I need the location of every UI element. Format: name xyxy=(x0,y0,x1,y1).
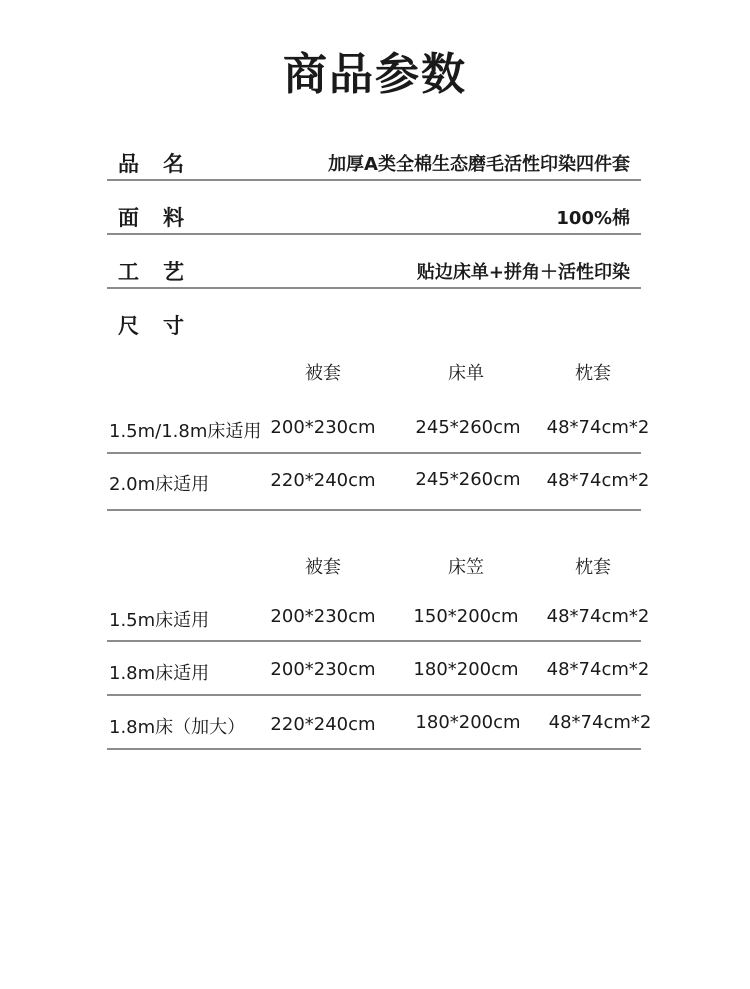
divider xyxy=(107,452,641,454)
divider xyxy=(107,509,641,511)
table2-cell: 48*74cm*2 xyxy=(546,606,650,627)
param-label-size xyxy=(118,310,184,340)
divider xyxy=(107,748,641,750)
table1-cell: 48*74cm*2 xyxy=(546,470,650,491)
table2-cell: 220*240cm xyxy=(270,714,376,735)
table2-cell: 180*200cm xyxy=(413,659,519,680)
table2-header-fitted-sheet: 床笠 xyxy=(448,557,484,578)
param-label-char: 尺 xyxy=(118,314,139,338)
param-value-fabric: 100%棉 xyxy=(556,208,630,229)
table2-cell: 200*230cm xyxy=(270,606,376,627)
divider xyxy=(107,233,641,235)
param-label-char: 面 xyxy=(118,206,139,230)
table2-row-label: 1.5m床适用 xyxy=(109,610,210,631)
divider xyxy=(107,640,641,642)
table2-cell: 48*74cm*2 xyxy=(548,712,652,733)
table2-cell: 200*230cm xyxy=(270,659,376,680)
table1-header-sheet: 床单 xyxy=(448,363,484,384)
table1-header-duvet: 被套 xyxy=(305,363,341,384)
page-title: 商品参数 xyxy=(283,49,467,100)
table2-row-label: 1.8m床（加大） xyxy=(109,717,246,738)
table2-row-label: 1.8m床适用 xyxy=(109,663,210,684)
param-label-name xyxy=(118,148,184,178)
param-label-char: 料 xyxy=(163,206,184,230)
divider xyxy=(107,179,641,181)
table1-cell: 245*260cm xyxy=(415,417,521,438)
table2-header-pillowcase: 枕套 xyxy=(575,557,611,578)
param-label-craft xyxy=(118,256,184,286)
table2-header-duvet: 被套 xyxy=(305,557,341,578)
table1-cell: 48*74cm*2 xyxy=(546,417,650,438)
divider xyxy=(107,287,641,289)
table1-cell: 245*260cm xyxy=(415,469,521,490)
param-value-name: 加厚A类全棉生态磨毛活性印染四件套 xyxy=(328,154,630,175)
table1-cell: 200*230cm xyxy=(270,417,376,438)
table2-cell: 180*200cm xyxy=(415,712,521,733)
param-value-craft: 贴边床单+拼角＋活性印染 xyxy=(416,262,630,283)
table1-row-label: 2.0m床适用 xyxy=(109,474,210,495)
table1-row-label: 1.5m/1.8m床适用 xyxy=(109,421,262,442)
param-label-char: 寸 xyxy=(163,314,184,338)
param-label-char: 艺 xyxy=(163,260,184,284)
param-label-char: 工 xyxy=(118,260,139,284)
divider xyxy=(107,694,641,696)
table1-cell: 220*240cm xyxy=(270,470,376,491)
table1-header-pillowcase: 枕套 xyxy=(575,363,611,384)
param-label-fabric xyxy=(118,202,184,232)
param-label-char: 品 xyxy=(118,152,139,176)
table2-cell: 150*200cm xyxy=(413,606,519,627)
param-label-char: 名 xyxy=(163,152,184,176)
table2-cell: 48*74cm*2 xyxy=(546,659,650,680)
